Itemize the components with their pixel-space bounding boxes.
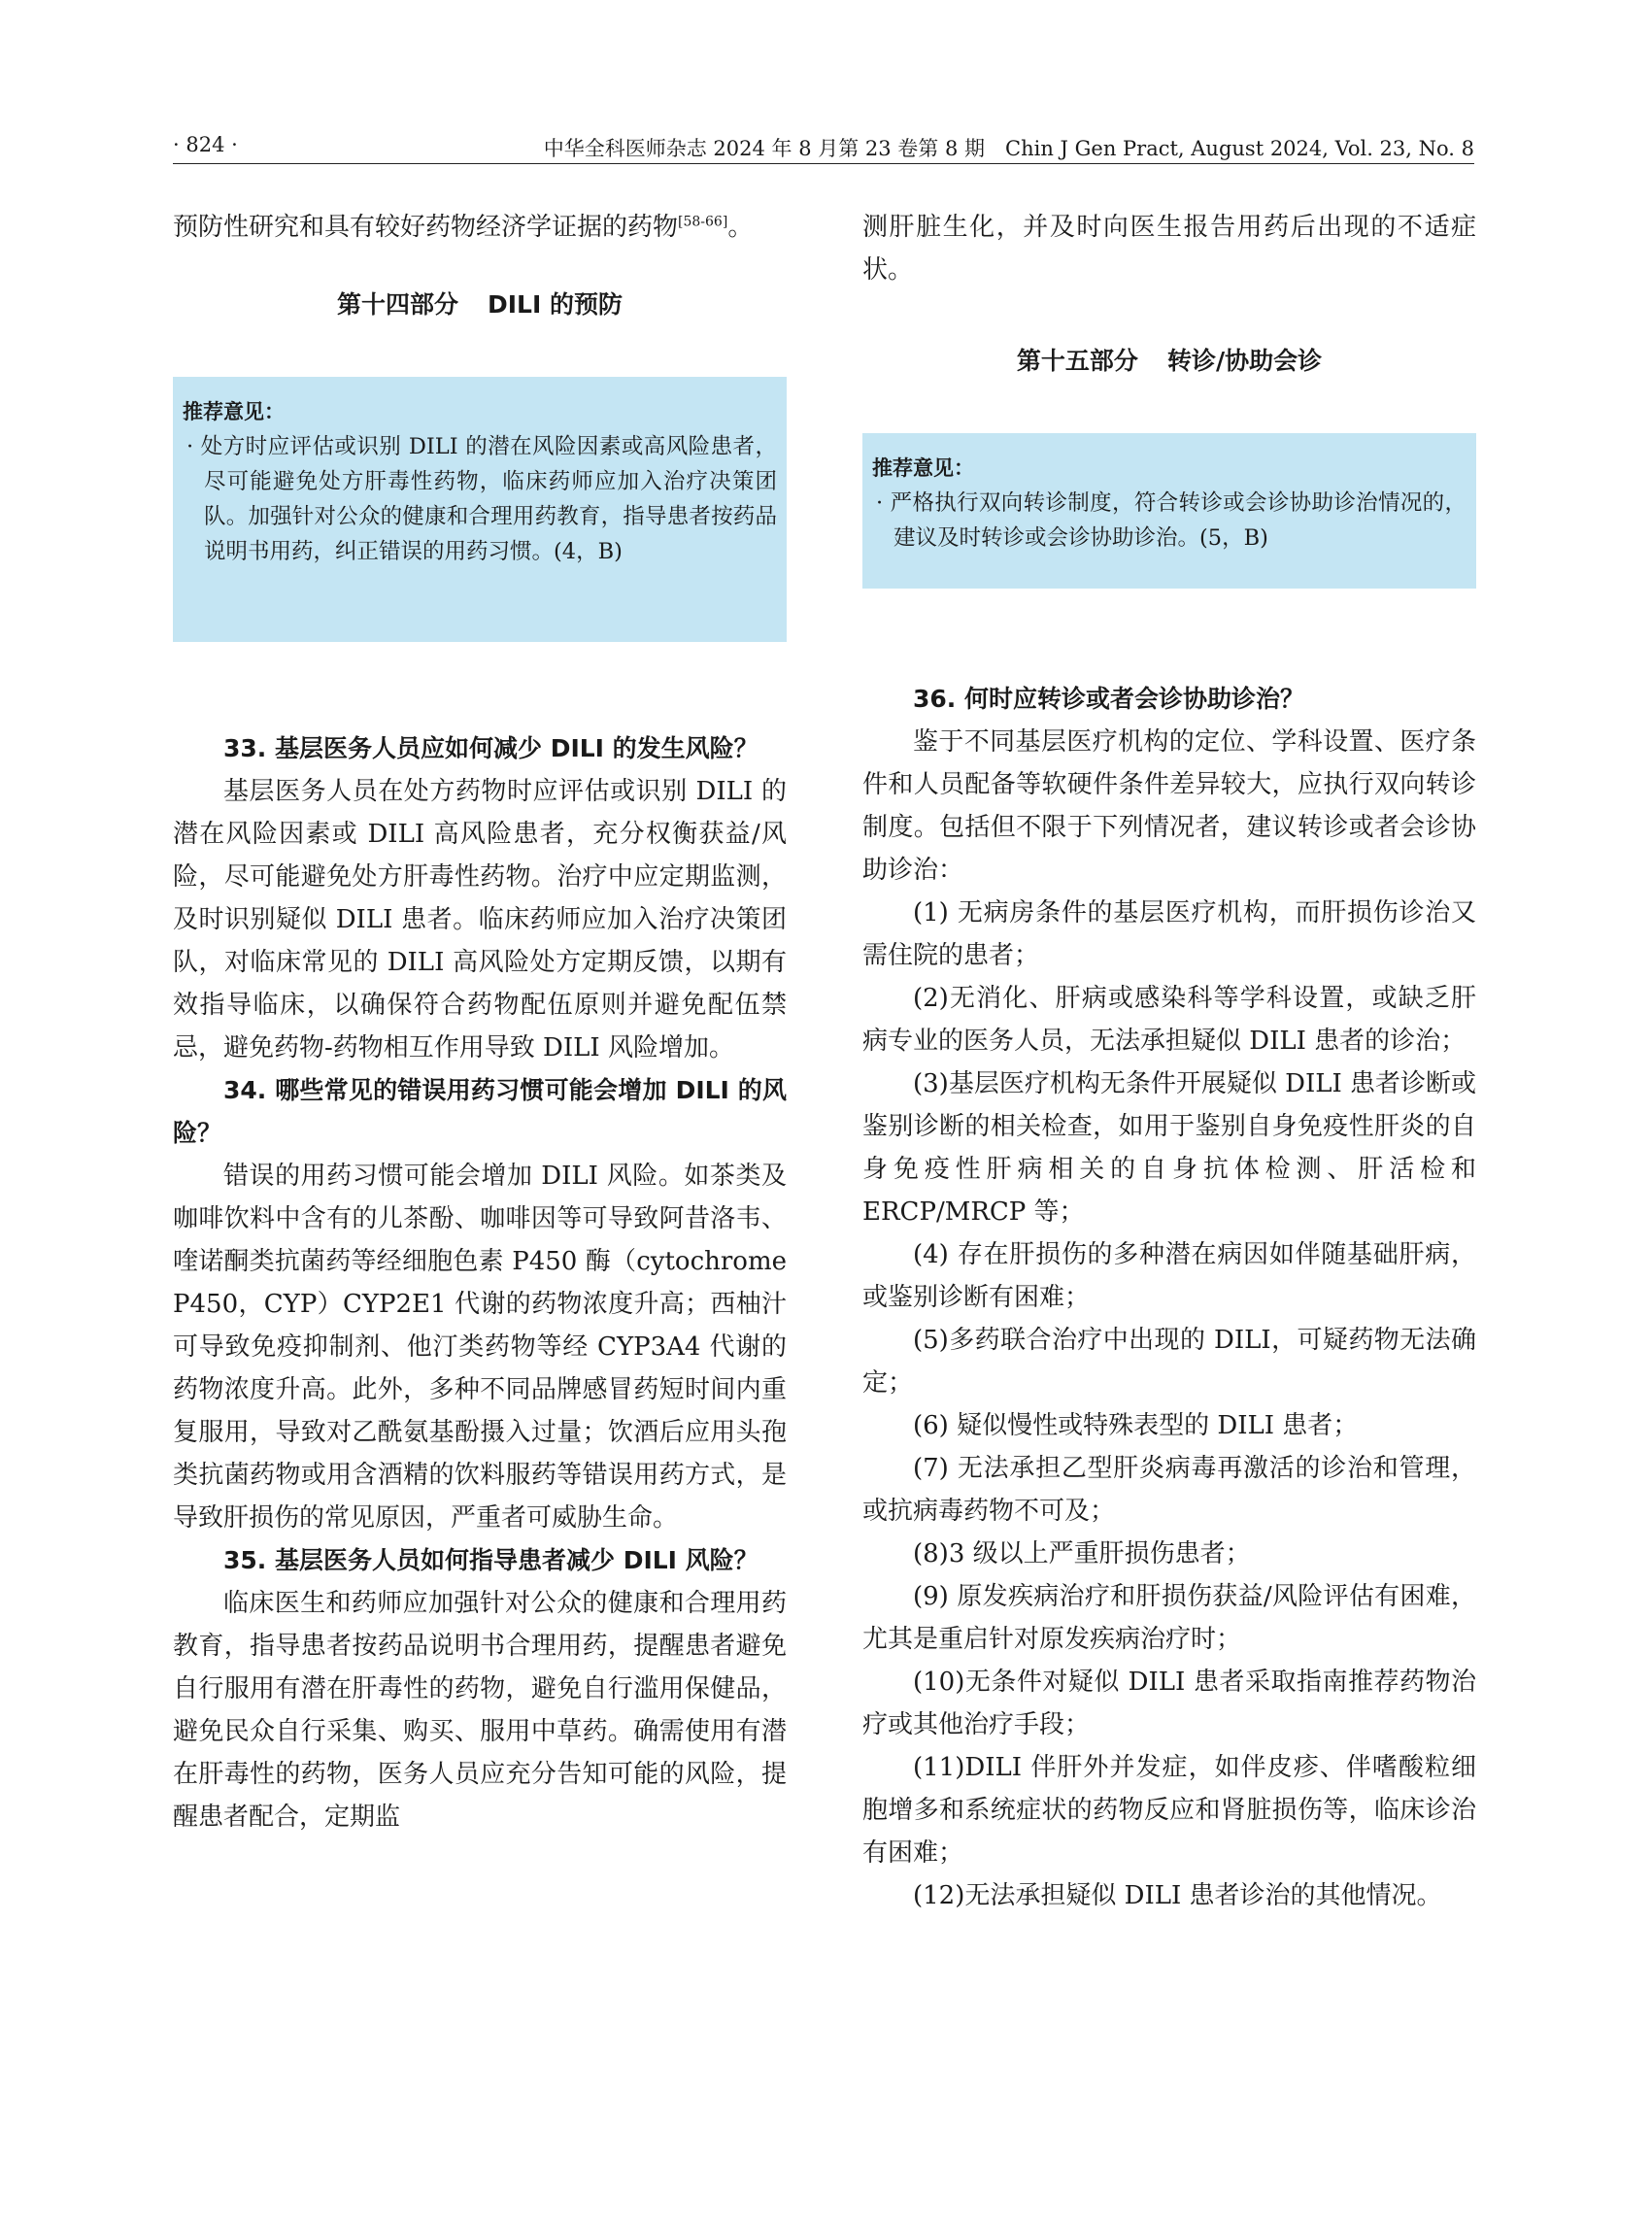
question-35: 35. 基层医务人员如何指导患者减少 DILI 风险？ [223,1546,759,1574]
question-34: 34. 哪些常见的错误用药习惯可能会增加 DILI 的风险？ [173,1076,787,1147]
intro-end: 。 [727,213,754,242]
page-number: · 824 · [173,133,238,156]
list-item: (7) 无法承担乙型肝炎病毒再激活的诊治和管理，或抗病毒药物不可及； [862,1454,1476,1526]
list-item: (8)3 级以上严重肝损伤患者； [913,1539,1251,1568]
recommendation-box [173,377,787,642]
answer-33: 基层医务人员在处方药物时应评估或识别 DILI 的潜在风险因素或 DILI 高风险患者，充分权衡获益/风险，尽可能避免处方肝毒性药物。治疗中应定期监测，及时识别疑似 DILI 患者。临床药师应加入治疗决策团队，对临床常见的 DILI 高风险处方定期反馈，以期有效指导临床，以确保符合药物配伍原则并避免配伍禁忌，避免药物-药物相互作用导致 DILI 风险增加。 [173,777,787,1062]
list-item: (9) 原发疾病治疗和肝损伤获益/风险评估有困难，尤其是重启针对原发疾病治疗时； [862,1582,1476,1654]
list-item: (3)基层医疗机构无条件开展疑似 DILI 患者诊断或鉴别诊断的相关检查，如用于鉴别自身免疫性肝炎的自身免疫性肝病相关的自身抗体检测、肝活检和 ERCP/MRCP 等； [862,1069,1477,1227]
running-header [173,133,1474,162]
list-item: (1) 无病房条件的基层医疗机构，而肝损伤诊治又需住院的患者； [862,898,1476,970]
answer-35: 临床医生和药师应加强针对公众的健康和合理用药教育，指导患者按药品说明书合理用药，提醒患者避免自行服用有潜在肝毒性的药物，避免自行滥用保健品，避免民众自行采集、购买、服用中草药。确需使用有潜在肝毒性的药物，医务人员应充分告知可能的风险，提醒患者配合，定期监 [173,1589,787,1832]
answer-36-intro: 鉴于不同基层医疗机构的定位、学科设置、医疗条件和人员配备等软硬件条件差异较大，应执行双向转诊制度。包括但不限于下列情况者，建议转诊或者会诊协助诊治： [862,727,1476,885]
answer-34: 错误的用药习惯可能会增加 DILI 风险。如茶类及咖啡饮料中含有的儿茶酚、咖啡因等可导致阿昔洛韦、喹诺酮类抗菌药等经细胞色素 P450 酶（cytochrome P450，CYP）CYP2E1 代谢的药物浓度升高；西柚汁可导致免疫抑制剂、他汀类药物等经 CYP3A4 代谢的药物浓度升高。此外，多种不同品牌感冒药短时间内重复服用，导致对乙酰氨基酚摄入过量；饮酒后应用头孢类抗菌药物或用含酒精的饮料服药等错误用药方式，是导致肝损伤的常见原因，严重者可威胁生命。 [173,1162,787,1533]
journal-citation: 中华全科医师杂志 2024 年 8 月第 23 卷第 8 期 Chin J Gen Pract, August 2024, Vol. 23, No. 8 [543,137,1474,160]
recommendation-box [862,433,1476,589]
section-part-label: 第十四部分 [336,290,458,319]
question-33: 33. 基层医务人员应如何减少 DILI 的发生风险？ [223,734,759,762]
citation-ref: [58-66] [678,214,728,230]
question-36: 36. 何时应转诊或者会诊协助诊治？ [913,685,1304,713]
continued-paragraph: 测肝脏生化，并及时向医生报告用药后出现的不适症状。 [862,213,1476,285]
section-title-15 [862,342,1476,377]
left-column [173,206,787,1838]
recommendation-title: 推荐意见： [872,456,974,480]
recommendation-body: · 处方时应评估或识别 DILI 的潜在风险因素或高风险患者，尽可能避免处方肝毒性药物，临床药师应加入治疗决策团队。加强针对公众的健康和合理用药教育，指导患者按药品说明书用药，纠正错误的用药习惯。(4，B) [186,434,777,564]
section-topic: DILI 的预防 [488,290,623,319]
section-part-label: 第十五部分 [1016,347,1138,375]
list-item: (10)无条件对疑似 DILI 患者采取指南推荐药物治疗或其他治疗手段； [862,1668,1476,1739]
header-rule [173,163,1474,164]
recommendation-title: 推荐意见： [183,400,285,423]
list-item: (2)无消化、肝病或感染科等学科设置，或缺乏肝病专业的医务人员，无法承担疑似 DILI 患者的诊治； [862,984,1476,1056]
list-item: (12)无法承担疑似 DILI 患者诊治的其他情况。 [913,1881,1442,1910]
right-column [862,206,1476,1917]
intro-paragraph [173,206,787,249]
list-item: (11)DILI 伴肝外并发症，如伴皮疹、伴嗜酸粒细胞增多和系统症状的药物反应和肾脏损伤等，临床诊治有困难； [862,1753,1476,1868]
section-title-14 [173,286,787,320]
recommendation-body: · 严格执行双向转诊制度，符合转诊或会诊协助诊治情况的，建议及时转诊或会诊协助诊治。(5，B) [876,490,1467,551]
intro-text: 预防性研究和具有较好药物经济学证据的药物 [173,213,679,242]
list-item: (5)多药联合治疗中出现的 DILI，可疑药物无法确定； [862,1326,1476,1398]
list-item: (4) 存在肝损伤的多种潜在病因如伴随基础肝病，或鉴别诊断有困难； [862,1240,1476,1312]
section-topic: 转诊/协助会诊 [1166,347,1323,375]
list-item: (6) 疑似慢性或特殊表型的 DILI 患者； [913,1411,1359,1440]
